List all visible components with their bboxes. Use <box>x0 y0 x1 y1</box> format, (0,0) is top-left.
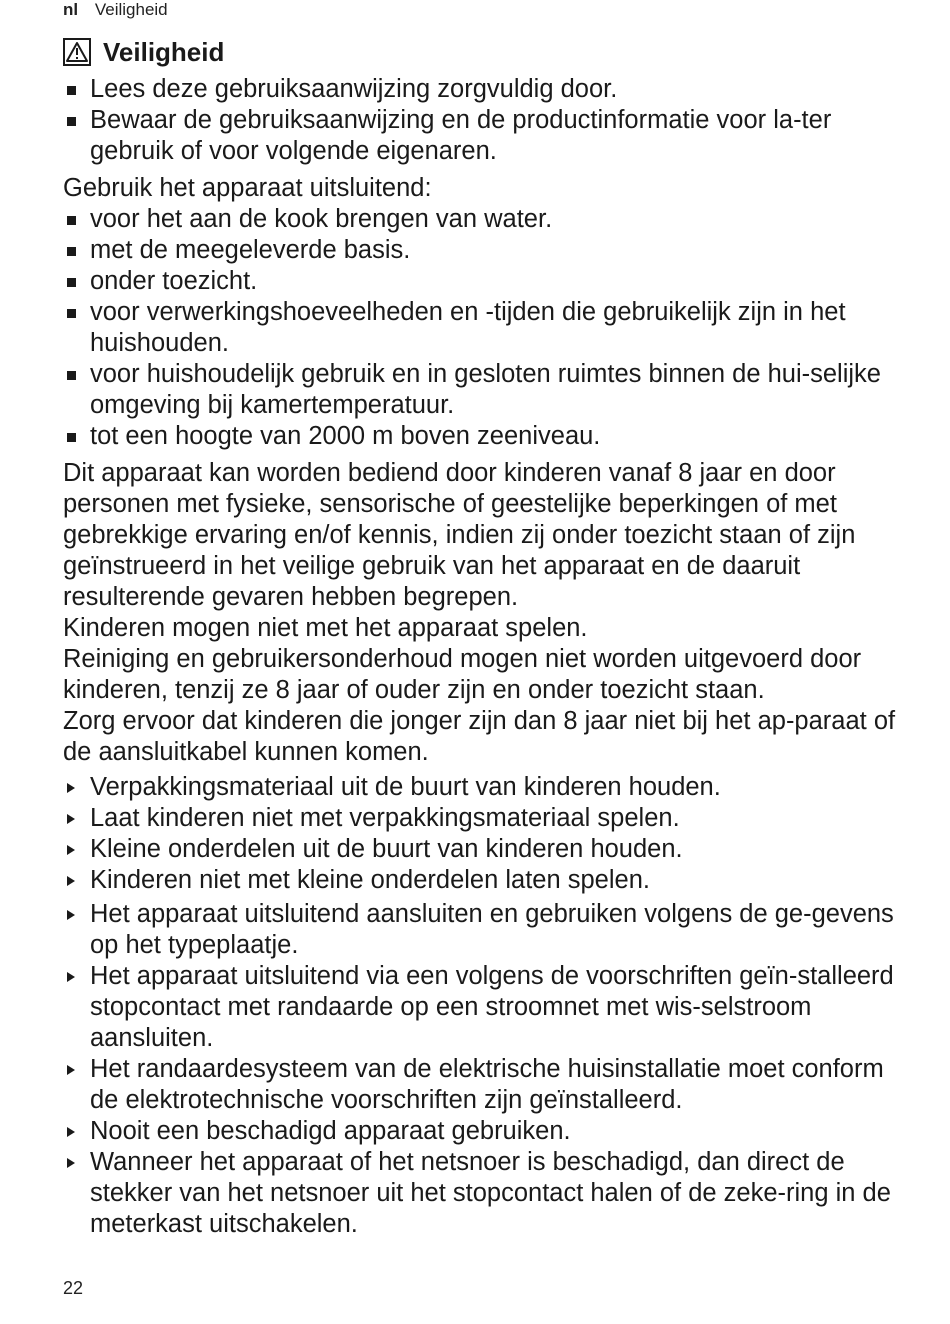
list-item: onder toezicht. <box>63 266 903 297</box>
list-item: voor verwerkingshoeveelheden en -tijden die gebruikelijk zijn in het huishouden. <box>63 297 903 359</box>
header-section: Veiligheid <box>94 0 168 19</box>
paragraph: Kinderen mogen niet met het apparaat spelen. <box>63 614 588 642</box>
list-item: Kinderen niet met kleine onderdelen laten spelen. <box>63 865 903 896</box>
list-item: Wanneer het apparaat of het netsnoer is beschadigd, dan direct de stekker van het netsnoer uit het stopcontact halen of de zeke-ring in de meterkast uitschakelen. <box>63 1147 903 1240</box>
electrical-safety-list <box>63 899 903 1240</box>
language-code: nl <box>63 0 79 19</box>
paragraph: Zorg ervoor dat kinderen die jonger zijn dan 8 jaar niet bij het ap-paraat of de aansluitkabel kunnen komen. <box>63 707 896 766</box>
main-content <box>63 34 903 1240</box>
list-item: Nooit een beschadigd apparaat gebruiken. <box>63 1116 903 1147</box>
list-item: Het apparaat uitsluitend via een volgens de voorschriften geïn-stalleerd stopcontact met randaarde op een stroomnet met wis-selstroom aansluiten. <box>63 961 903 1054</box>
list-item: Laat kinderen niet met verpakkingsmateriaal spelen. <box>63 803 903 834</box>
section-title-text: Veiligheid <box>103 37 225 67</box>
page-header <box>63 0 168 20</box>
usage-list <box>63 204 903 452</box>
list-item: Verpakkingsmateriaal uit de buurt van kinderen houden. <box>63 772 903 803</box>
warning-triangle-icon <box>63 38 91 66</box>
list-item: Lees deze gebruiksaanwijzing zorgvuldig door. <box>63 74 903 105</box>
list-item: Het apparaat uitsluitend aansluiten en gebruiken volgens de ge-gevens op het typeplaatje. <box>63 899 903 961</box>
list-item: met de meegeleverde basis. <box>63 235 903 266</box>
paragraph: Dit apparaat kan worden bediend door kinderen vanaf 8 jaar en door personen met fysieke, sensorische of geestelijke beperkingen of met gebrekkige ervaring en/of kennis, indien zij onder toezicht staan of zijn geïnstrueerd in het veilige gebruik van het apparaat en de daaruit resulterende gevaren hebben begrepen. <box>63 459 856 611</box>
page-number: 22 <box>63 1278 84 1298</box>
paragraph: Reiniging en gebruikersonderhoud mogen niet worden uitgevoerd door kinderen, tenzij ze 8 jaar of ouder zijn en onder toezicht staan. <box>63 645 862 704</box>
list-item: voor huishoudelijk gebruik en in gesloten ruimtes binnen de hui-selijke omgeving bij kamertemperatuur. <box>63 359 903 421</box>
list-item: tot een hoogte van 2000 m boven zeeniveau. <box>63 421 903 452</box>
list-item: Het randaardesysteem van de elektrische huisinstallatie moet conform de elektrotechnische voorschriften zijn geïnstalleerd. <box>63 1054 903 1116</box>
section-title <box>63 34 903 70</box>
children-safety-list <box>63 772 903 896</box>
usage-intro: Gebruik het apparaat uitsluitend: <box>63 174 432 202</box>
list-item: Bewaar de gebruiksaanwijzing en de productinformatie voor la-ter gebruik of voor volgende eigenaren. <box>63 105 903 167</box>
instruction-list <box>63 74 903 167</box>
list-item: Kleine onderdelen uit de buurt van kinderen houden. <box>63 834 903 865</box>
list-item: voor het aan de kook brengen van water. <box>63 204 903 235</box>
